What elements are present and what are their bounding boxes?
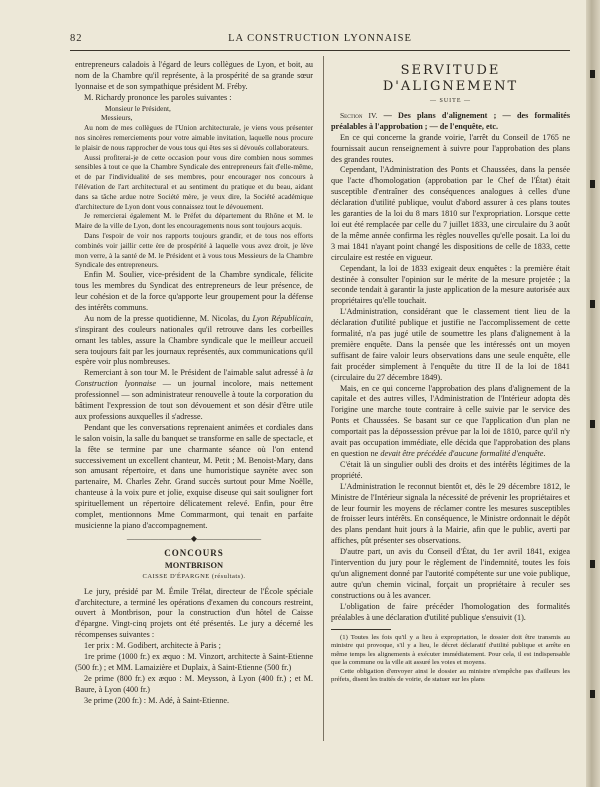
salutation: Monsieur le Président, xyxy=(105,103,171,113)
paragraph: Pendant que les conversations reprenaient animées et cordiales dans le salon voisin, la salle du banquet se transforme en salle de spectacle, et la fête se termine par une charmante séance où l'on entend successivement un excellent chanteur, M. Petit ; M. Benoist-Mary, dans son amusant répertoire, et dans une humoristique saynète avec son partenaire, M. Charles Zehr. Grand succès surtout pour Mme Noëlle, chanteuse à la voix pure et jolie, exquise diseuse qui sait souligner fort spirituellement un répertoire délicatement relevé. Enfin, pour être complet, mentionnons Mme Commarmont, qui tenait en parfaite musicienne la piano d'accompagnement. xyxy=(75,422,313,531)
paragraph: L'obligation de faire précéder l'homologation des formalités préalables à une déclaration d'utilité publique s'ensuivit (1). xyxy=(331,601,570,622)
paragraph: D'autre part, un avis du Conseil d'État, du 1er avril 1841, exigea l'intervention du jury pour le règlement de l'indemnité, toutes les fois qu'un alignement donné par l'autorité compétente sur une voie publique, autre qu'un chemin vicinal, forçait un propriétaire à reculer ses constructions ou à les avancer. xyxy=(331,547,570,600)
right-column xyxy=(331,60,570,685)
speech-paragraph: Je remercierai également M. le Préfet du département du Rhône et M. le Maire de la ville de Lyon, dont les encouragements nous sont toujours acquis. xyxy=(75,211,313,231)
page-binding-edge xyxy=(586,0,600,787)
speech-paragraph: Dans l'espoir de voir nos rapports toujours grandir, et de tous nos efforts combinés voir jaillir cette ère de prospérité à laquelle vous avez droit, je lève mon verre, à la santé de M. le Président et à vous tous Messieurs de la Chambre Syndicale des entrepreneurs. xyxy=(75,230,313,270)
paragraph: M. Richardy prononce les paroles suivantes : xyxy=(84,92,232,102)
paragraph: L'Administration, considérant que le classement tient lieu de la déclaration d'utilité publique et justifie ne l'accomplissement de cette formalité, n'a pas jugé utile de soumettre les plans d'alignement à la première enquête. Dans la pensée que les intéressés ont un moyen suffisant de faire valoir leurs observations dans une seule enquête, elle fait procéder simplement à l'enquête du titre II de la loi de 1841 (circulaire du 27 décembre 1849). xyxy=(331,307,570,382)
paragraph: Cependant, l'Administration des Ponts et Chaussées, dans la pensée que l'acte d'homologation (approbation par le Chef de l'État) était susceptible d'entraîner des conséquences analogues à celles d'une déclaration d'utilité publique, voulut d'abord assurer à ces plans toutes les garanties de la loi du 8 mars 1810 sur l'expropriation. Lorsque cette loi eut été remplacée par celle du 7 juillet 1833, une circulaire du 3 août de la même année confirma les règles nouvelles qu'elle posait. La loi du 3 mai 1841 n'ayant point changé les dispositions de celle de 1833, cette circulaire est restée en vigueur. xyxy=(331,165,570,262)
left-column xyxy=(75,60,313,707)
section-heading: Section IV. — Des plans d'alignement ; — des formalités préalables à l'approbation ; — de l'enquête, etc. xyxy=(331,110,571,131)
article-suite: — SUITE — xyxy=(430,98,471,104)
prize-line: 3e prime (200 fr.) : M. Adé, à Saint-Etienne. xyxy=(84,695,230,705)
running-title: LA CONSTRUCTION LYONNAISE xyxy=(228,33,412,44)
paragraph: C'était là un singulier oubli des droits et des intérêts légitimes de la propriété. xyxy=(331,459,570,480)
prize-line: 1re prime (1000 fr.) ex æquo : M. Vinzort, architecte à Saint-Etienne (500 fr.) ; et MM. Lamaizière et Duplaix, à Saint-Etienne (500 fr.) xyxy=(75,652,313,672)
footnote-rule xyxy=(331,629,391,630)
prize-line: 1er prix : M. Godibert, architecte à Paris ; xyxy=(84,641,221,651)
paragraph: Au nom de la presse quotidienne, M. Nicolas, du Lyon Républicain, s'inspirant des couleurs nationales qu'il retrouve dans les corbeilles ornant les tables, assure la Chambre syndicale que le meilleur accueil sera toujours fait par les journaux représentés, aux communications qu'il espère voir plus nombreuses. xyxy=(75,313,313,367)
paragraph: L'Administration le reconnut bientôt et, dès le 29 décembre 1812, le Ministre de l'Intérieur signala la nécessité de prévenir les propriétaires et de leur fournir les moyens de réclamer contre les mesures susceptibles de froisser leurs intérêts. En conséquence, le Ministre ordonnait le dépôt des plans pendant huit jours à la Mairie, afin que le public, averti par affiches, pût présenter ses observations. xyxy=(331,481,570,546)
salutation: Messieurs, xyxy=(101,113,133,123)
subsection-caption: CAISSE D'ÉPARGNE (résultats). xyxy=(142,572,246,580)
running-header xyxy=(70,33,570,47)
paragraph: Cependant, la loi de 1833 exigeait deux enquêtes : la première était destinée à consulter l'opinion sur le mérite de la mesure projetée ; la seconde tendait à garantir la juste application de la mesure autorisée aux propriétaires qu'elle touchait. xyxy=(331,263,570,306)
paragraph: En ce qui concerne la grande voirie, l'arrêt du Conseil de 1765 ne fournissait aucun renseignement à suivre pour l'approbation des plans des grandes routes. xyxy=(331,132,570,164)
paragraph: Le jury, présidé par M. Émile Trélat, directeur de l'École spéciale d'architecture, a terminé les opérations d'examen du concours restreint, ouvert à Montbrison, pour la construction d'un hôtel de Caisse d'épargne. Vingt-cinq projets ont été présentés. Le jury a décerné les récompenses suivantes : xyxy=(75,586,313,640)
subsection-title: MONTBRISON xyxy=(164,560,224,570)
paragraph: Mais, en ce qui concerne l'approbation des plans d'alignement de la capitale et des autres villes, l'Administration de l'Intérieur adopta dès l'origine une marche toute contraire à celle suivie par le service des Ponts et Chaussées. Se basant sur ce que l'application d'un plan ne comportait pas la dépossession prévue par la loi de 1810, parce qu'il n'y avait pas occupation immédiate, elle décida que l'approbation des plans en question ne devait être précédée d'aucune formalité d'enquête. xyxy=(331,383,570,458)
paragraph: Remerciant à son tour M. le Président de l'aimable salut adressé à la Construction lyonnaise — un journal incolore, mais nettement professionnel — son administrateur renouvelle à toute la corporation du bâtiment l'expression de tout son dévouement et son désir d'être utile aux professions auxquelles il s'adresse. xyxy=(75,368,313,421)
speech-paragraph: Aussi profiterai-je de cette occasion pour vous dire combien nous sommes sensibles à tout ce que la Chambre Syndicale des entrepreneurs fait d'elle-même, et de par l'individualité de ses membres, pour encourager nos concours à l'élévation de l'art architectural et au sentiment du pratique et du beau, aidant dans sa tâche ardue notre Société mère, je veux dire, la Société académique d'architecture de Lyon dont vous connaissez tout le dévouement. xyxy=(75,152,313,211)
section-title: CONCOURS xyxy=(164,547,224,558)
speech-paragraph: Au nom de mes collègues de l'Union architecturale, je viens vous présenter nos sincères remerciements pour votre aimable invitation, laquelle nous procure le plaisir de nous rapprocher de vous tous qui êtes ses si dévoués collaborateurs. xyxy=(75,123,313,152)
header-rule xyxy=(70,50,570,51)
footnote: Cette obligation d'envoyer ainsi le dossier au ministre n'empêche pas d'ailleurs les préfets, disent les traités de voirie, de statuer sur les plans xyxy=(331,667,570,684)
footnote: (1) Toutes les fois qu'il y a lieu à expropriation, le dossier doit être transmis au ministre qui provoque, s'il y a lieu, le décret déclaratif d'utilité publique et arrête en même temps les alignements à exécuter immédiatement. Pour cela, il est indispensable que la commune ou la ville ait assuré les voies et moyens. xyxy=(331,633,570,667)
prize-line: 2e prime (800 fr.) ex æquo : M. Meysson, à Lyon (400 fr.) ; et M. Baure, à Lyon (400 fr.) xyxy=(75,673,313,694)
section-separator: ————————◆———————— xyxy=(126,533,262,543)
paragraph: Enfin M. Soulier, vice-président de la Chambre syndicale, félicite tous les membres du Syndicat des entrepreneurs de leur présence, de leur cohésion et de la force qu'apporte leur groupement pour la défense des intérêts communs. xyxy=(75,270,313,312)
article-title: SERVITUDE D'ALIGNEMENT xyxy=(382,63,519,94)
page-number: 82 xyxy=(70,33,83,44)
column-separator xyxy=(323,56,324,741)
paragraph: entrepreneurs caladois à l'égard de leurs collègues de Lyon, et boit, au nom de la Chambre qu'il représente, à la prospérité de sa grande sœur lyonnaise et de son sympathique président M. Fréby. xyxy=(75,60,313,91)
